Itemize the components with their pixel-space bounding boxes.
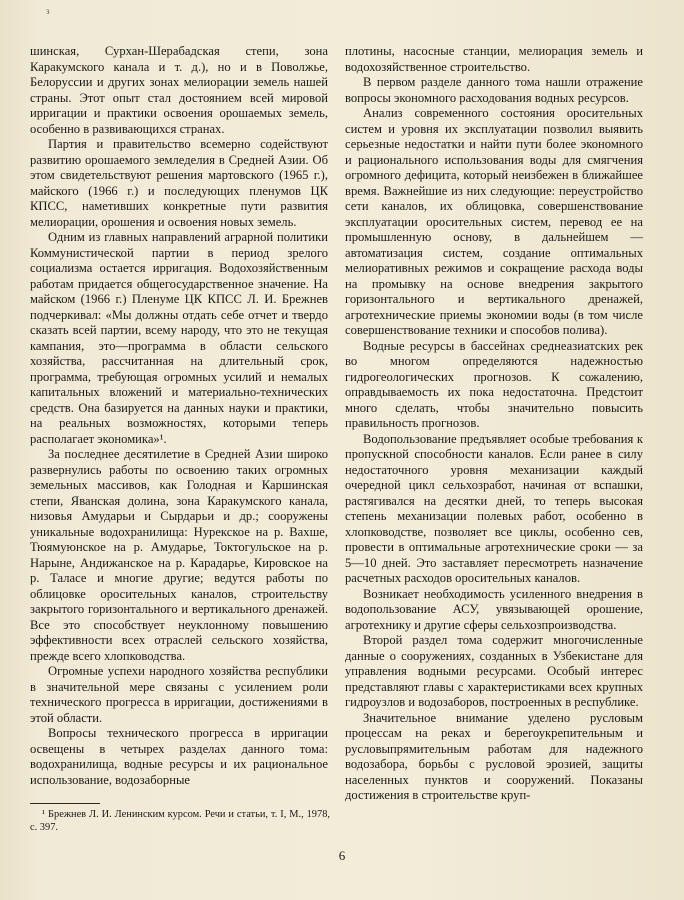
- paragraph: За последнее десятилетие в Средней Азии широко развернулись работы по освоению таких огромных земельных массивов, как Голодная и Каршинская степи, Яванская долина, зона Каракумского канала, низовья Амударьи и Сырдарьи и др.; сооружены уникальные водохранилища: Нурекское на р. Вахше, Тюямуюнское на р. Амударье, Токтогульское на р. Нарыне, Андижанское на р. Карадарье, Кировское на р. Таласе и многие другие; ведутся работы по облицовке оросительных каналов, строительству закрытого горизонтального и вертикального дренажей. Все это способствует неуклонному повышению эффективности всех отраслей сельского хозяйства, прежде всего хлопководства.: [30, 447, 328, 663]
- footnote: ¹ Брежнев Л. И. Ленинским курсом. Речи и статьи, т. I, М., 1978, с. 397.: [30, 809, 330, 833]
- scan-mark: з: [46, 6, 50, 16]
- paragraph: Огромные успехи народного хозяйства республики в значительной мере связаны с усилением роли технического прогресса в ирригации, достижениями в этой области.: [30, 664, 328, 725]
- paragraph: Значительное внимание уделено русловым процессам на реках и берегоукрепительным и русловыпрямительным работам для надежного водозабора, борьбы с русловой эрозией, защиты населенных пунктов и сооружений. Показаны достижения в строительстве круп-: [345, 710, 643, 802]
- paragraph: Водные ресурсы в бассейнах среднеазиатских рек во многом определяются надежностью гидрогеологических прогнозов. К сожалению, оправдываемость их пока недостаточна. Предстоит много сделать, чтобы значительно повысить правильность прогнозов.: [345, 338, 643, 430]
- page-number: 6: [338, 848, 346, 863]
- footnote-divider: [30, 803, 100, 804]
- paragraph: Водопользование предъявляет особые требования к пропускной способности каналов. Если ранее в силу недостаточного уровня механизации каждый очередной цикл сельхозработ, начиная от вспашки, растягивался на десятки дней, то теперь высокая степень механизации полевых работ, особенно в хлопководстве, позволяет все циклы, особенно сев, провести в оптимальные агротехнические сроки — за 5—10 дней. Это заставляет пересмотреть назначение расчетных расходов оросительных каналов.: [345, 431, 643, 585]
- paragraph: Вопросы технического прогресса в ирригации освещены в четырех разделах данного тома: водохранилища, водные ресурсы и их рациональное использование, водозаборные: [30, 726, 328, 787]
- right-column: [345, 44, 643, 804]
- paragraph: Второй раздел тома содержит многочисленные данные о сооружениях, созданных в Узбекистане для управления водными ресурсами. Особый интерес представляют главы с характеристиками всех крупных гидроузлов и водозаборов, построенных в республике.: [345, 633, 643, 709]
- paragraph: плотины, насосные станции, мелиорация земель и водохозяйственное строительство.: [345, 44, 643, 74]
- paragraph: Одним из главных направлений аграрной политики Коммунистической партии в период зрелого социализма остается ирригация. Водохозяйственным работам придается общегосударственное значение. На майском (1966 г.) Пленуме ЦК КПСС Л. И. Брежнев подчеркивал: «Мы должны отдать себе отчет и твердо сказать всей партии, всему народу, что это не текущая кампания, это—программа в области сельского хозяйства, рассчитанная на длительный срок, программа, требующая огромных усилий и немалых капитальных вложений и материально-технических средств. Она базируется на данных науки и практики, на реальных возможностях, которыми теперь располагает экономика»¹.: [30, 230, 328, 446]
- paragraph: Анализ современного состояния оросительных систем и уровня их эксплуатации позволил выявить серьезные недостатки и найти пути более экономного и рационального использования воды для смягчения огромного дефицита, который неизбежен в ближайшее время. Важнейшие из них следующие: переустройство сети каналов, их облицовка, совершенствование эксплуатации оросительных систем, перевод ее на промышленную основу, в дальнейшем — автоматизация систем, создание оптимальных мелиоративных режимов и сокращение расхода воды на промывку на основе внедрения закрытого горизонтального и вертикального дренажей, агротехнические приемы экономии воды (в том числе совершенствование техники и способов полива).: [345, 106, 643, 337]
- paragraph: В первом разделе данного тома нашли отражение вопросы экономного расходования водных ресурсов.: [345, 75, 643, 105]
- left-column: [30, 44, 328, 788]
- paragraph: шинская, Сурхан-Шерабадская степи, зона Каракумского канала и т. д.), но и в Поволжье, Белоруссии и других зонах мелиорации земель нашей страны. Этот опыт стал достоянием всей мировой ирригации и практики освоения орошаемых земель, особенно в развивающихся странах.: [30, 44, 328, 136]
- paragraph: Партия и правительство всемерно содействуют развитию орошаемого земледелия в Средней Азии. Об этом свидетельствуют решения мартовского (1965 г.), майского (1966 г.) и последующих пленумов ЦК КПСС, наметивших конкретные пути развития мелиорации, орошения и освоения новых земель.: [30, 137, 328, 229]
- paragraph: Возникает необходимость усиленного внедрения в водопользование АСУ, увязывающей орошение, агротехнику и другие сферы сельхозпроизводства.: [345, 586, 643, 632]
